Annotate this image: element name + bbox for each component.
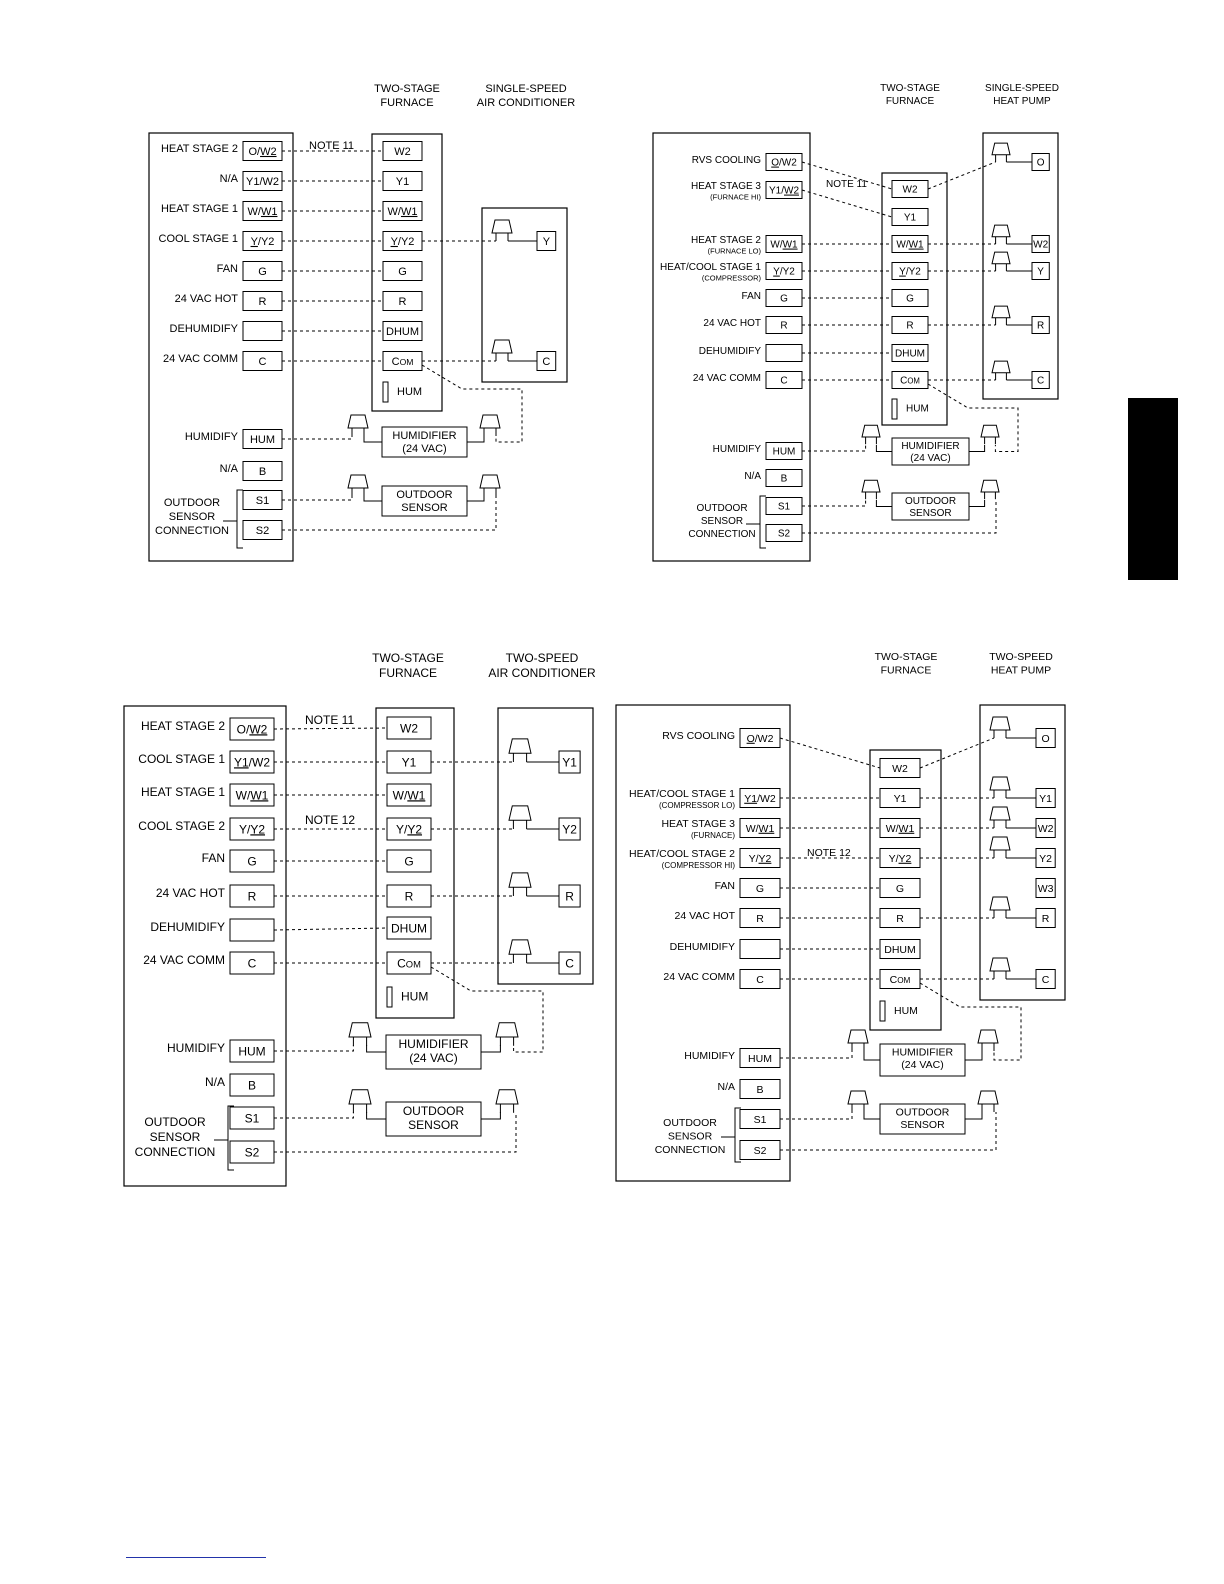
thermostat-terminal-label: S2	[255, 524, 270, 537]
outdoor-unit-title: SINGLE-SPEED	[985, 83, 1059, 94]
s1-wire	[780, 1112, 852, 1119]
sensor-lead	[969, 500, 985, 507]
outdoor-terminal-label: O	[1041, 732, 1050, 745]
furnace-hum-label: HUM	[397, 385, 423, 398]
humidifier-label: (24 VAC)	[910, 453, 951, 464]
note-11-label: NOTE 11	[305, 713, 355, 727]
thermostat-row-label: HEAT STAGE 1	[160, 203, 238, 216]
thermostat-terminal-label: S2	[777, 528, 791, 540]
outdoor-sensor-label: SENSOR	[900, 1119, 945, 1131]
furnace-terminal-label: G	[398, 265, 407, 278]
outdoor-sensor-label: OUTDOOR	[396, 489, 453, 501]
humidifier-label: HUMIDIFIER	[398, 1037, 469, 1051]
outdoor-terminal-label: C	[1037, 375, 1045, 387]
sensor-lead	[864, 1112, 880, 1119]
furnace-terminal-label: Y/Y2	[888, 852, 912, 865]
humidifier-lead	[969, 445, 985, 452]
outdoor-sensor-connection-label: SENSOR	[667, 1130, 713, 1143]
thermostat-terminal-label: O/W2	[236, 722, 268, 737]
thermostat-terminal-label: C	[258, 355, 267, 368]
footer-rule	[126, 1557, 266, 1558]
thermostat-terminal-label: R	[756, 912, 764, 925]
outdoor-sensor-label: SENSOR	[408, 1118, 459, 1132]
thermostat-terminal-label: G	[258, 265, 267, 278]
humidifier-contact-icon	[349, 1023, 371, 1046]
thermostat-row-sublabel: (COMPRESSOR HI)	[661, 861, 735, 870]
thermostat-terminal-label: S1	[777, 501, 791, 513]
thermostat-row-label: 24 VAC HOT	[155, 886, 225, 901]
humidifier-lead	[364, 436, 382, 442]
thermostat-terminal-label: O/W2	[746, 732, 774, 745]
sensor-contact-icon	[480, 475, 500, 496]
furnace-terminal-label: R	[398, 295, 407, 308]
thermostat-row-sublabel: (FURNACE)	[691, 831, 735, 840]
furnace-title: TWO-STAGE	[874, 651, 938, 663]
thermostat-terminal-label: O/W2	[771, 157, 797, 169]
outdoor-unit-title: SINGLE-SPEED	[485, 83, 567, 95]
thermostat-terminal-label: HUM	[748, 1052, 772, 1065]
sensor-contact-icon	[496, 1090, 518, 1113]
thermostat-row-label: FAN	[741, 291, 761, 302]
humidifier-contact-icon	[848, 1030, 868, 1051]
sensor-contact-icon	[981, 480, 999, 499]
thermostat-row-label: DEHUMIDIFY	[169, 323, 238, 336]
humidifier-lead	[965, 1051, 982, 1060]
thermostat-terminal-label: W/W1	[745, 822, 775, 835]
thermostat-row-label: HEAT STAGE 2	[160, 143, 238, 156]
outdoor-terminal-label: R	[565, 889, 574, 904]
furnace-terminal-label: Y1	[401, 755, 417, 770]
thermostat-row-label: RVS COOLING	[691, 155, 761, 166]
sensor-lead	[367, 1112, 386, 1119]
thermostat-row-label: N/A	[744, 471, 761, 482]
thermostat-terminal-label: S2	[753, 1144, 767, 1157]
outdoor-sensor-connection-label: SENSOR	[149, 1130, 201, 1144]
thermostat-terminal-label: S1	[255, 494, 270, 507]
outdoor-unit-title: HEAT PUMP	[990, 664, 1052, 677]
outdoor-terminal-label: O	[1036, 157, 1045, 169]
wiring-diagram-d1	[149, 83, 575, 561]
furnace-terminal-label: Y1	[395, 175, 410, 188]
outdoor-sensor-connection-label: CONNECTION	[155, 525, 229, 537]
furnace-terminal-label: Y/Y2	[899, 266, 921, 278]
thermostat-row-label: COOL STAGE 1	[138, 752, 225, 767]
humidifier-contact-icon	[480, 415, 500, 436]
furnace-terminal-label: W/W1	[885, 822, 915, 835]
thermostat-terminal	[243, 322, 282, 341]
thermostat-row-label: HEAT/COOL STAGE 1	[629, 788, 735, 800]
thermostat-row-label: COOL STAGE 1	[158, 233, 238, 246]
humidifier-lead	[467, 436, 484, 442]
humidifier-lead	[481, 1045, 500, 1052]
thermostat-row-label: 24 VAC HOT	[674, 910, 735, 923]
outdoor-unit	[498, 708, 593, 984]
furnace-terminal-label: Y/Y2	[390, 235, 415, 248]
humidifier-label: (24 VAC)	[409, 1051, 458, 1065]
furnace-terminal-label: Y1	[903, 212, 917, 224]
thermostat-terminal-label: B	[780, 473, 788, 485]
sensor-contact-icon	[848, 1091, 868, 1112]
furnace-hum-label: HUM	[894, 1004, 918, 1017]
furnace-terminal-label: COM	[889, 973, 911, 986]
thermostat-row-label: HEAT STAGE 3	[690, 181, 761, 192]
outdoor-terminal-label: C	[565, 956, 574, 971]
sensor-lead	[364, 496, 382, 501]
thermostat-row-label: N/A	[204, 1075, 225, 1090]
thermostat-terminal-label: C	[247, 956, 257, 971]
thermostat-terminal-label: HUM	[238, 1044, 266, 1059]
thermostat-terminal-label: W/W1	[770, 239, 798, 251]
outdoor-terminal-label: Y1	[562, 755, 577, 770]
outdoor-terminal-label: C	[1041, 973, 1050, 986]
thermostat-terminal-label: S2	[244, 1145, 260, 1160]
furnace-terminal-label: Y/Y2	[395, 822, 423, 837]
thermostat-terminal-label: Y/Y2	[250, 235, 275, 248]
note-11-label: NOTE 11	[309, 140, 355, 152]
s1-wire	[802, 500, 866, 506]
thermostat-row-label: HEAT STAGE 2	[140, 719, 225, 734]
thermostat-terminal-label: Y1/W2	[768, 185, 800, 197]
thermostat-terminal-label: S1	[753, 1113, 767, 1126]
thermostat-row-label: COOL STAGE 2	[138, 819, 225, 834]
thermostat-row-label: HEAT/COOL STAGE 2	[629, 848, 735, 860]
furnace-terminal-label: G	[906, 293, 914, 305]
thermostat-row-label: 24 VAC HOT	[703, 318, 761, 329]
humidifier-contact-icon	[978, 1030, 998, 1051]
thermostat-terminal-label: HUM	[772, 446, 796, 458]
outdoor-terminal-label: Y	[542, 235, 551, 248]
thermostat-terminal-label: Y1/W2	[233, 755, 271, 770]
outdoor-sensor-label: OUTDOOR	[895, 1106, 950, 1119]
thermostat-row-label: 24 VAC COMM	[143, 953, 225, 968]
thermostat-row-label: 24 VAC COMM	[663, 971, 735, 984]
furnace-terminal-label: COM	[900, 375, 920, 387]
thermostat-row-label: RVS COOLING	[662, 730, 735, 743]
thermostat-row-label: HEAT STAGE 1	[140, 785, 225, 800]
thermostat-terminal-label: B	[247, 1078, 257, 1093]
outdoor-terminal-label: Y	[1037, 266, 1044, 278]
furnace-terminal-label: G	[895, 882, 905, 895]
thermostat-terminal-label: R	[258, 295, 267, 308]
thermostat-row-label: FAN	[216, 263, 238, 276]
humidifier-contact-icon	[496, 1023, 518, 1046]
thermostat-terminal-label: Y/Y2	[748, 852, 772, 865]
note-12-label: NOTE 12	[305, 813, 356, 827]
humidifier-lead	[367, 1045, 386, 1052]
outdoor-sensor-connection-label: OUTDOOR	[163, 497, 221, 509]
outdoor-sensor-label: SENSOR	[401, 502, 448, 514]
furnace-terminal-label: W2	[902, 184, 918, 196]
outdoor-unit-title: TWO-SPEED	[505, 651, 579, 665]
humidifier-lead	[876, 445, 892, 452]
thermostat-row-label: N/A	[219, 173, 238, 186]
thermostat-terminal-label: G	[247, 854, 257, 869]
section-side-tab	[1128, 398, 1178, 580]
thermostat-row-label: HEAT STAGE 2	[690, 235, 761, 246]
outdoor-terminal-label: C	[542, 355, 551, 368]
furnace-hum-terminal	[383, 382, 388, 402]
outdoor-sensor-connection-label: SENSOR	[700, 516, 744, 527]
thermostat-terminal-label: C	[756, 973, 764, 986]
furnace-terminal-label: W/W1	[387, 205, 418, 218]
humidifier-lead	[864, 1051, 880, 1060]
thermostat-terminal-label: Y1/W2	[245, 175, 280, 188]
thermostat-row-label: N/A	[717, 1081, 735, 1094]
thermostat-row-label: HUMIDIFY	[167, 1041, 225, 1056]
thermostat-row-label: FAN	[201, 851, 225, 866]
thermostat-row-label: N/A	[219, 463, 238, 476]
outdoor-sensor-connection-label: SENSOR	[168, 511, 216, 523]
furnace-terminal-label: COM	[397, 956, 421, 971]
outdoor-sensor-connection-label: OUTDOOR	[696, 503, 748, 514]
outdoor-terminal-label: R	[1037, 320, 1045, 332]
furnace-hum-label: HUM	[906, 403, 929, 415]
furnace-terminal-label: DHUM	[884, 943, 916, 956]
outdoor-terminal-label: Y1	[1039, 792, 1053, 805]
outdoor-sensor-connection-label: CONNECTION	[688, 529, 756, 540]
humidifier-contact-icon	[862, 425, 880, 444]
outdoor-unit-title: AIR CONDITIONER	[476, 97, 576, 109]
thermostat-terminal-label: HUM	[249, 433, 276, 446]
thermostat-row-sublabel: (FURNACE LO)	[707, 246, 761, 256]
outdoor-sensor-connection-label: CONNECTION	[134, 1145, 216, 1159]
thermostat-row-sublabel: (FURNACE HI)	[710, 192, 761, 202]
furnace-hum-terminal	[387, 987, 392, 1007]
thermostat-furnace-wire	[802, 190, 892, 217]
thermostat-terminal-label: O/W2	[248, 145, 277, 158]
furnace-terminal-label: W2	[400, 721, 418, 736]
furnace-title: TWO-STAGE	[880, 83, 940, 94]
thermostat-terminal-label: B	[258, 465, 267, 478]
furnace-title: FURNACE	[880, 664, 932, 677]
furnace-title: TWO-STAGE	[372, 651, 444, 665]
humidify-wire	[802, 445, 866, 451]
humidifier-label: HUMIDIFIER	[901, 441, 960, 452]
furnace-title: TWO-STAGE	[374, 83, 440, 95]
outdoor-terminal-label: R	[1041, 912, 1050, 925]
humidifier-label: (24 VAC)	[402, 443, 447, 455]
thermostat-furnace-wire	[780, 738, 880, 768]
thermostat-terminal-label: Y/Y2	[238, 822, 266, 837]
thermostat-row-label: 24 VAC COMM	[163, 353, 238, 366]
outdoor-sensor-connection-label: CONNECTION	[654, 1144, 726, 1156]
thermostat-terminal-label: R	[780, 320, 788, 332]
furnace-terminal-label: COM	[391, 355, 414, 368]
furnace-terminal-label: R	[404, 889, 414, 904]
humidify-wire	[780, 1051, 852, 1058]
outdoor-unit-title: HEAT PUMP	[993, 96, 1051, 107]
furnace-terminal-label: W/W1	[392, 788, 426, 803]
wiring-diagram-d3	[124, 651, 596, 1186]
thermostat-row-label: HUMIDIFY	[184, 431, 238, 444]
thermostat-terminal-label: B	[756, 1083, 764, 1096]
thermostat-row-label: HEAT/COOL STAGE 1	[660, 262, 761, 273]
sensor-lead	[481, 1112, 500, 1119]
furnace-terminal-label: R	[906, 320, 914, 332]
humidifier-label: HUMIDIFIER	[891, 1046, 954, 1059]
thermostat-terminal	[766, 345, 802, 362]
thermostat-row-sublabel: (COMPRESSOR)	[701, 273, 761, 283]
thermostat-row-label: HUMIDIFY	[712, 444, 761, 455]
thermostat-terminal-label: W/W1	[235, 788, 269, 803]
sensor-lead	[467, 496, 484, 501]
outdoor-terminal-label: W2	[1037, 822, 1054, 835]
outdoor-sensor-connection-label: OUTDOOR	[144, 1115, 206, 1129]
thermostat-row-label: HEAT STAGE 3	[661, 818, 735, 830]
furnace-title: FURNACE	[378, 666, 438, 680]
outdoor-terminal-label: W3	[1037, 882, 1054, 895]
thermostat-furnace-wire	[274, 928, 387, 930]
outdoor-sensor-label: OUTDOOR	[904, 496, 957, 507]
outdoor-terminal-label: Y2	[1039, 852, 1053, 865]
sensor-lead	[876, 500, 892, 507]
note-11-label: NOTE 11	[826, 179, 867, 190]
outdoor-sensor-connection-label: OUTDOOR	[663, 1117, 717, 1129]
thermostat-terminal-label: C	[780, 375, 788, 387]
thermostat-terminal-label: R	[247, 889, 257, 904]
thermostat-row-label: DEHUMIDIFY	[669, 941, 735, 954]
furnace-terminal-label: R	[896, 912, 904, 925]
thermostat-terminal	[740, 940, 780, 959]
outdoor-unit-title: TWO-SPEED	[989, 651, 1053, 663]
sensor-contact-icon	[349, 1090, 371, 1113]
humidifier-label: (24 VAC)	[901, 1059, 944, 1071]
furnace-title: FURNACE	[885, 96, 935, 107]
outdoor-terminal-label: W2	[1033, 239, 1049, 251]
humidifier-label: HUMIDIFIER	[392, 430, 457, 442]
outdoor-sensor-label: OUTDOOR	[402, 1104, 465, 1118]
outdoor-terminal-label: Y2	[562, 822, 577, 837]
furnace-terminal-label: W2	[892, 762, 908, 775]
furnace-hum-label: HUM	[401, 989, 429, 1004]
thermostat-row-sublabel: (COMPRESSOR LO)	[658, 801, 735, 810]
furnace-title: FURNACE	[380, 97, 434, 109]
furnace-terminal-label: DHUM	[895, 348, 925, 360]
sensor-contact-icon	[862, 480, 880, 499]
sensor-contact-icon	[978, 1091, 998, 1112]
furnace-terminal-label: DHUM	[391, 921, 427, 936]
sensor-contact-icon	[348, 475, 368, 496]
thermostat-terminal-label: Y1/W2	[744, 792, 776, 805]
outdoor-unit-title: AIR CONDITIONER	[488, 666, 596, 680]
furnace-terminal-label: G	[404, 854, 414, 869]
note-12-label: NOTE 12	[807, 847, 851, 859]
thermostat-terminal-label: S1	[244, 1111, 260, 1126]
thermostat-terminal	[230, 919, 274, 941]
thermostat-row-label: 24 VAC HOT	[174, 293, 238, 306]
humidifier-contact-icon	[981, 425, 999, 444]
thermostat-terminal-label: W/W1	[247, 205, 278, 218]
furnace-hum-terminal	[880, 1001, 885, 1021]
thermostat-terminal-label: Y/Y2	[773, 266, 795, 278]
thermostat-row-label: DEHUMIDIFY	[698, 346, 761, 357]
thermostat-row-label: FAN	[714, 880, 735, 893]
furnace-hum-terminal	[892, 399, 897, 419]
outdoor-sensor-label: SENSOR	[909, 508, 952, 519]
thermostat-furnace-wire	[274, 728, 387, 729]
thermostat-terminal-label: G	[780, 293, 788, 305]
sensor-lead	[965, 1112, 982, 1119]
wiring-diagram-d2	[653, 83, 1059, 561]
wiring-diagram-d4	[616, 651, 1065, 1181]
furnace-terminal-label: Y1	[893, 792, 907, 805]
furnace-terminal-label: W2	[394, 145, 411, 158]
humidifier-contact-icon	[348, 415, 368, 436]
thermostat-terminal-label: G	[755, 882, 765, 895]
thermostat-row-label: HUMIDIFY	[684, 1050, 735, 1063]
thermostat-row-label: 24 VAC COMM	[692, 373, 761, 384]
thermostat-row-label: DEHUMIDIFY	[150, 920, 225, 935]
furnace-terminal-label: DHUM	[386, 325, 419, 338]
furnace-terminal-label: W/W1	[896, 239, 924, 251]
